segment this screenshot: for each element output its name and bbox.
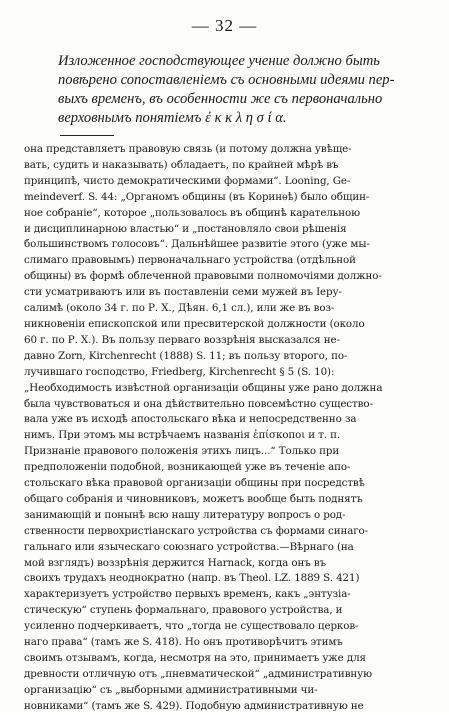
footnote-line: сти усматриваютъ или въ поставленіи семи мужей въ Іеру- (24, 286, 342, 299)
footnote-line: характеризуетъ устройство первыхъ временъ, какъ „энтузіа- (24, 588, 351, 601)
main-line: повѣрено сопоставленіемъ съ основными идеями пер- (58, 72, 395, 88)
footnote-line: Признаніе правового положенія этихъ лицъ...“ Только при (24, 445, 340, 458)
footnote-line: общаго собранія и чиновниковъ, можетъ вообще быть поднятъ (24, 492, 363, 505)
main-line: верховнымъ понятіемъ ἐ κ κ λ η σ ί α. (58, 110, 287, 126)
footnote-line: занимающій и понынѣ всю нашу литературу вопросъ о род- (24, 508, 346, 521)
footnote-line: слимаго правовымъ) первоначальнаго устройства (отдѣльной (24, 254, 356, 267)
footnote-line: общины) въ формѣ облеченной правовыми полномочіями должно- (24, 270, 382, 283)
footnote-line: мой взглядъ) воззрѣнія держится Harnack, когда онъ въ (24, 556, 326, 569)
footnote-line: принципѣ, чисто демократическими формами“. Looning, Ge- (24, 174, 351, 187)
footnote-line: и дисциплинарною властью“ и „постановляло свои рѣшенія (24, 222, 347, 235)
main-paragraph (58, 52, 410, 128)
footnote (24, 142, 432, 715)
footnote-line: была чувствоваться и она дѣйствительно повсемѣстно существо- (24, 397, 373, 410)
footnote-line: meindeverf. S. 44: „Органомъ общины (въ Коринѳѣ) было общин- (24, 190, 370, 203)
footnote-line: лучившаго господство, Friedberg, Kirchenrecht § 5 (S. 10): (24, 365, 335, 378)
footnote-line: усиленно подчеркиваетъ, что „тогда не существовало церков- (24, 620, 359, 633)
footnote-line: 60 г. по Р. Х.). Въ пользу перваго воззрѣнія высказался не- (24, 333, 340, 346)
footnote-line: стическую“ ступень формальнаго, правового устройства, и (24, 604, 343, 617)
page-number: — 32 — (191, 16, 258, 35)
footnote-line: своимъ отзывамъ, когда, несмотря на это, принимаетъ уже для (24, 652, 366, 664)
footnote-line: большинствомъ голосовъ“. Дальнѣйшее развитіе этого (уже мы- (24, 238, 370, 251)
footnote-line: гальнаго или языческаго союзнаго устройства.—Вѣрнаго (на (24, 540, 354, 553)
footnote-separator (60, 135, 114, 136)
footnote-line: своихъ трудахъ неоднократно (напр. въ Theol. LZ. 1889 S. 421) (24, 572, 360, 585)
footnote-line: вать, судить и наказывать) обладаетъ, по крайней мѣрѣ въ (24, 158, 339, 171)
footnote-line: никновеніи епископской или пресвитерской должности (около (24, 317, 365, 330)
footnote-line: предположеніи подобной, возникающей уже въ теченіе апо- (24, 461, 351, 474)
footnote-line: наго права“ (тамъ же S. 418). Но онъ противорѣчитъ этимъ (24, 636, 343, 649)
footnote-line: давно Zorn, Kirchenrecht (1888) S. 11; въ пользу второго, по- (24, 349, 348, 362)
main-line: выхъ временъ, въ особенности же съ первоначально (58, 91, 383, 107)
footnote-line: ственности первохристіанскаго устройства съ формами синаго- (24, 524, 369, 537)
footnote-line: салимѣ (около 34 г. по Р. Х., Дѣян. 6,1 сл.), или же въ воз- (24, 302, 335, 315)
footnote-line: „Необходимость извѣстной организаціи общины уже рано должна (24, 381, 383, 394)
footnote-line: нимъ. При этомъ мы встрѣчаемъ названія ἐπίσκοποι и т. п. (24, 429, 341, 442)
footnote-line: новниками“ (тамъ же S. 429). Подобную административную не (24, 699, 364, 712)
footnote-line: ное собраніе“, которое „пользовалось въ общинѣ карательною (24, 206, 361, 219)
main-line: Изложенное господствующее учение должно быть (58, 53, 380, 69)
footnote-line: вала уже въ исходѣ апостольскаго вѣка и непосредственно за (24, 413, 357, 426)
footnote-line: она представляетъ правовую связь (и потому должна увѣще- (24, 143, 352, 155)
footnote-line: древности отличную отъ „пневматической“ „административную (24, 667, 372, 680)
footnote-line: стольскаго вѣка правовой организаціи общины при посредствѣ (24, 477, 365, 490)
footnote-line: организацію“ съ „выборными административными чи- (24, 683, 318, 696)
